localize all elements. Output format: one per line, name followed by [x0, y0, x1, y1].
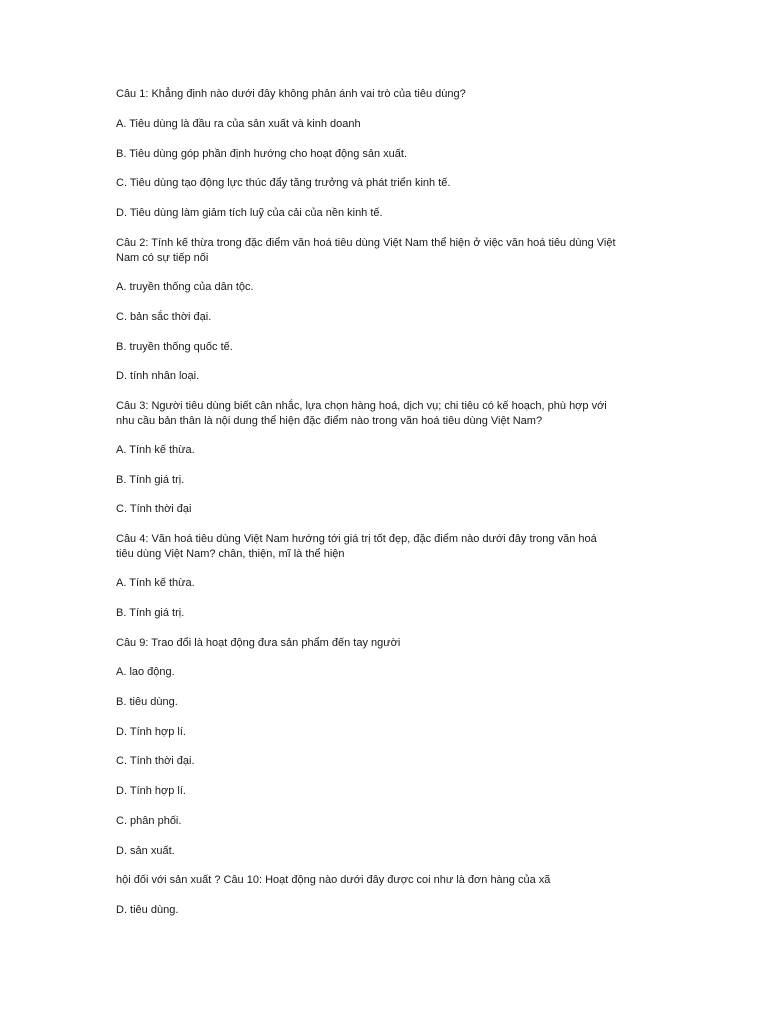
question-10-option-d: D. tiêu dùng. — [116, 904, 179, 916]
question-9-option-b: B. tiêu dùng. — [116, 696, 178, 708]
question-2-option-c: C. bản sắc thời đại. — [116, 311, 212, 323]
question-4-text: Câu 4: Văn hoá tiêu dùng Việt Nam hướng tới giá trị tốt đẹp, đặc điểm nào dưới đây trong văn hoá tiêu dùng Việt Nam? chân, thiện, mĩ là thể hiện — [116, 533, 597, 560]
question-9-option-a: A. lao động. — [116, 666, 175, 678]
question-10-text: hội đối với sản xuất ? Câu 10: Hoạt động nào dưới đây được coi như là đơn hàng của xã — [116, 874, 551, 886]
option-d-san-xuat: D. sản xuất. — [116, 845, 175, 857]
question-4-option-b: B. Tính giá trị. — [116, 607, 185, 619]
question-9-text: Câu 9: Trao đổi là hoạt động đưa sản phẩm đến tay người — [116, 637, 401, 649]
question-1-option-c: C. Tiêu dùng tạo động lực thúc đẩy tăng trưởng và phát triển kinh tế. — [116, 177, 451, 189]
question-3-option-b: B. Tính giá trị. — [116, 474, 185, 486]
question-1-option-a: A. Tiêu dùng là đầu ra của sản xuất và kinh doanh — [116, 118, 361, 130]
option-c-tinh-thoi-dai: C. Tính thời đại. — [116, 755, 195, 767]
question-2-option-a: A. truyền thống của dân tộc. — [116, 281, 254, 293]
question-1-option-d: D. Tiêu dùng làm giảm tích luỹ của cải của nền kinh tế. — [116, 207, 383, 219]
question-3-text: Câu 3: Người tiêu dùng biết cân nhắc, lựa chọn hàng hoá, dịch vụ; chi tiêu có kế hoạch, phù hợp với nhu cầu bản thân là nội dung thể hiện đặc điểm nào trong văn hoá tiêu dùng Việt Nam? — [116, 400, 607, 427]
question-3-option-a: A. Tính kế thừa. — [116, 444, 195, 456]
question-1-text: Câu 1: Khẳng định nào dưới đây không phản ánh vai trò của tiêu dùng? — [116, 88, 466, 100]
question-2-option-b: B. truyền thống quốc tế. — [116, 341, 233, 353]
option-d-tinh-hop-li-repeat: D. Tính hợp lí. — [116, 785, 186, 797]
question-3-option-c: C. Tính thời đại — [116, 503, 192, 515]
question-2-option-d: D. tính nhân loại. — [116, 370, 200, 382]
question-4-option-a: A. Tính kế thừa. — [116, 577, 195, 589]
question-1-option-b: B. Tiêu dùng góp phần định hướng cho hoạt động sản xuất. — [116, 148, 408, 160]
option-c-phan-phoi: C. phân phối. — [116, 815, 182, 827]
question-2-text: Câu 2: Tính kế thừa trong đặc điểm văn hoá tiêu dùng Việt Nam thể hiện ở việc văn hoá tiêu dùng Việt Nam có sự tiếp nối — [116, 237, 616, 264]
option-d-tinh-hop-li: D. Tính hợp lí. — [116, 726, 186, 738]
